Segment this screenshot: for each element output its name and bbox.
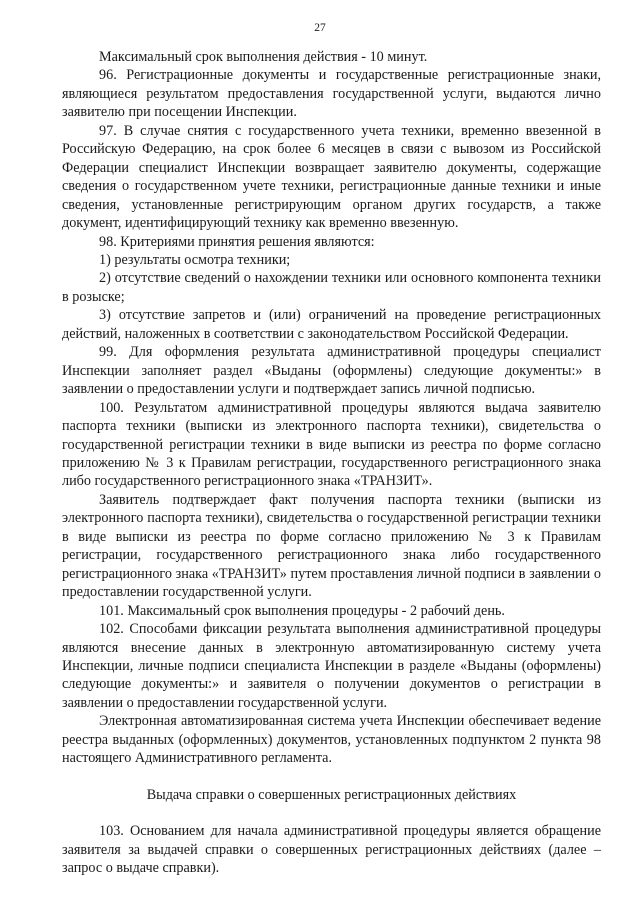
paragraph-98: 98. Критериями принятия решения являются:: [99, 233, 375, 250]
paragraph-registry: Электронная автоматизированная система учета Инспекции обеспечивает ведение реестра выданных (оформленных) документов, установленных подпунктом 2 пункта 98 настоящего Административного регламента.: [62, 713, 601, 767]
paragraph-103: 103. Основанием для начала административной процедуры является обращение заявителя за выдачей справки о совершенных регистрационных действиях (далее – запрос о выдаче справки).: [62, 823, 601, 877]
paragraph-applicant-confirms: Заявитель подтверждает факт получения паспорта техники (выписки из электронного паспорта техники), свидетельства о государственной регистрации техники в виде выписки из реестра по форме согласно приложению № 3 к Правилам регистрации, государственного регистрационного знака либо государственного регистрационного знака «ТРАНЗИТ» путем проставления личной подписи в заявлении о предоставлении государственной услуги.: [62, 491, 601, 601]
paragraph-max-time-10min: Максимальный срок выполнения действия - 10 минут.: [99, 49, 428, 65]
paragraph-101: 101. Максимальный срок выполнения процедуры - 2 рабочий день.: [99, 602, 505, 619]
criteria-item-3: 3) отсутствие запретов и (или) ограничений на проведение регистрационных действий, наложенных в соответствии с законодательством Российской Федерации.: [62, 307, 601, 342]
paragraph-96: 96. Регистрационные документы и государственные регистрационные знаки, являющиеся результатом предоставления государственной услуги, выдаются лично заявителю при посещении Инспекции.: [62, 67, 601, 121]
paragraph-102: 102. Способами фиксации результата выполнения административной процедуры являются внесение данных в электронную автоматизированную систему учета Инспекции, личные подписи специалиста Инспекции в разделе «Выданы (оформлены) следующие документы:» и заявителя о получении документов о регистрации в заявлении о предоставлении государственной услуги.: [62, 621, 601, 711]
criteria-item-2: 2) отсутствие сведений о нахождении техники или основного компонента техники в розыске;: [62, 270, 601, 305]
document-body: [62, 48, 601, 877]
page-number: 27: [314, 22, 326, 34]
paragraph-99: 99. Для оформления результата административной процедуры специалист Инспекции заполняет раздел «Выданы (оформлены) следующие документы:» в заявлении о предоставлении услуги и подтверждает запись личной подписью.: [62, 344, 601, 398]
criteria-item-1: 1) результаты осмотра техники;: [99, 251, 291, 268]
paragraph-100: 100. Результатом административной процедуры являются выдача заявителю паспорта техники (выписки из электронного паспорта техники), свидетельства о государственной регистрации техники в виде выписки из реестра по форме согласно приложению № 3 к Правилам регистрации, государственного регистрационного знака либо государственного регистрационного знака «ТРАНЗИТ».: [62, 399, 601, 490]
section-heading: Выдача справки о совершенных регистрационных действиях: [146, 786, 517, 803]
paragraph-97: 97. В случае снятия с государственного учета техники, временно ввезенной в Российскую Федерацию, на срок более 6 месяцев в связи с вывозом из Российской Федерации специалист Инспекции возвращает заявителю документы, содержащие сведения о государственном учете техники, регистрационные данные техники и иные сведения, установленные регистрирующим органом других государств, а также документ, идентифицирующий технику как временно ввезенную.: [62, 122, 601, 232]
